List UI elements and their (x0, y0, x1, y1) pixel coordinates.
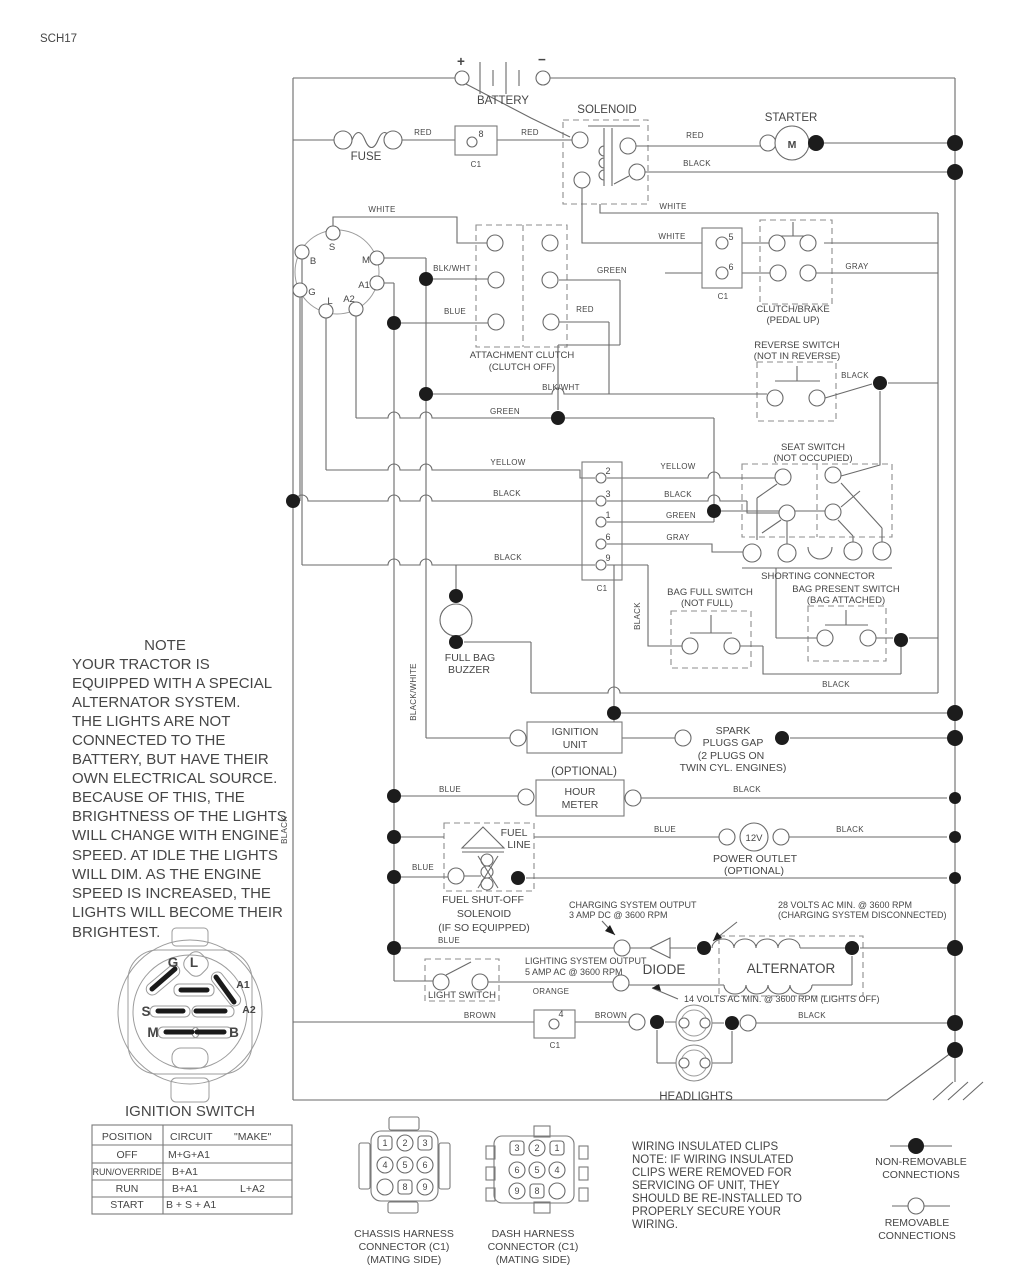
chassis-pin-1: 1 (382, 1138, 388, 1148)
note-line-8: BECAUSE OF THIS, THE (72, 789, 245, 806)
c1-mid-pin6: 6 (605, 532, 611, 542)
table-row-run-circuit: B+A1 (172, 1183, 198, 1195)
wire-label-red-2: RED (521, 128, 539, 137)
hour-meter-1: HOUR (564, 786, 596, 798)
legend-removable-2: CONNECTIONS (878, 1230, 956, 1242)
labels (40, 33, 967, 1266)
legend-non-removable-symbol (908, 1138, 924, 1154)
c1-pin4-number: 4 (558, 1009, 564, 1019)
ignition-unit-1: IGNITION (551, 726, 599, 738)
c1-pin8-name: C1 (470, 160, 482, 169)
wire-label-black-8: BLACK (280, 816, 289, 844)
note-line-1: YOUR TRACTOR IS (72, 656, 210, 673)
wire-label-blue-3: BLUE (653, 825, 677, 834)
table-row-run-make: L+A2 (240, 1183, 265, 1195)
ign-terminal-s: S (328, 242, 336, 253)
battery-plates (480, 62, 519, 94)
wire-label-green-2: GREEN (490, 407, 520, 416)
chassis-pin-2: 2 (402, 1138, 408, 1148)
legend-non-removable-2: CONNECTIONS (882, 1169, 960, 1181)
note-line-4: THE LIGHTS ARE NOT (72, 713, 231, 730)
chassis-pin-6: 6 (422, 1160, 428, 1170)
shorting-connector-label: SHORTING CONNECTOR (761, 571, 875, 582)
legend-removable-symbol (908, 1198, 924, 1214)
fuse-label: FUSE (350, 151, 382, 163)
clips-note-5: SHOULD BE RE-INSTALLED TO (632, 1193, 802, 1205)
headlights-label: HEADLIGHTS (659, 1091, 733, 1103)
table-row-start-circuit: B + S + A1 (166, 1199, 217, 1211)
ign-terminal-b: B (309, 256, 317, 267)
chassis-label-2: CONNECTOR (C1) (358, 1241, 450, 1253)
c1-pin4-name: C1 (549, 1041, 561, 1050)
reverse-switch-state: (NOT IN REVERSE) (753, 351, 841, 362)
diode-label: DIODE (642, 962, 686, 977)
wire-label-blkwht-1: BLK/WHT (433, 264, 471, 273)
c1-mid-pin2: 2 (605, 466, 611, 476)
wire-label-black-4: BLACK (664, 490, 692, 499)
starter-label: STARTER (764, 112, 818, 124)
charging-note-1: CHARGING SYSTEM OUTPUT (569, 900, 697, 910)
wire-label-black-7: BLACK (822, 680, 850, 689)
c1-mid-name: C1 (596, 584, 608, 593)
alt-note-1: 28 VOLTS AC MIN. @ 3600 RPM (778, 900, 913, 910)
wiring-lines (293, 62, 983, 1206)
lighting-note-2: 5 AMP AC @ 3600 RPM (525, 967, 623, 977)
clips-note-6: PROPERLY SECURE YOUR (632, 1206, 781, 1218)
wire-label-yellow-2: YELLOW (660, 462, 696, 471)
chassis-pin-3: 3 (422, 1138, 428, 1148)
c1-pin5-number: 5 (728, 232, 734, 242)
wire-label-black-1: BLACK (683, 159, 711, 168)
power-outlet-1: POWER OUTLET (712, 853, 798, 865)
c1-mid-pin9: 9 (605, 553, 611, 563)
wire-label-brown-1: BROWN (463, 1011, 497, 1020)
chassis-label-1: CHASSIS HARNESS (354, 1228, 454, 1240)
ign-terminal-a2: A2 (343, 294, 355, 305)
alternator-label: ALTERNATOR (746, 961, 836, 976)
note-line-6: BATTERY, BUT HAVE THEIR (72, 751, 269, 768)
fuel-1: FUEL (500, 827, 528, 839)
fuel-cap-3: (IF SO EQUIPPED) (438, 922, 530, 934)
c1-pin8-number: 8 (478, 129, 484, 139)
table-header-position: POSITION (101, 1131, 153, 1143)
clips-note-2: NOTE: IF WIRING INSULATED (632, 1154, 794, 1166)
wire-label-green-1: GREEN (597, 266, 627, 275)
lights-off-note: 14 VOLTS AC MIN. @ 3600 RPM (LIGHTS OFF) (684, 994, 880, 1004)
hour-meter-2: METER (561, 799, 599, 811)
battery-label: BATTERY (477, 95, 529, 107)
table-row-run: RUN (115, 1183, 139, 1195)
clutch-brake-box (760, 220, 832, 304)
wire-label-orange: ORANGE (532, 987, 570, 996)
dash-pin-5: 5 (534, 1165, 540, 1175)
wire-label-black-10: BLACK (836, 825, 864, 834)
wire-label-white-1: WHITE (368, 205, 396, 214)
note-line-15: BRIGHTEST. (72, 924, 161, 941)
hour-meter-optional: (OPTIONAL) (551, 766, 617, 778)
wire-label-black-6: BLACK (633, 602, 642, 630)
rosette-a1: A1 (236, 979, 250, 991)
dash-label-1: DASH HARNESS (491, 1228, 575, 1240)
wire-label-brown-2: BROWN (594, 1011, 628, 1020)
battery-plus: + (457, 54, 465, 69)
rosette-m: M (147, 1025, 159, 1040)
clips-note-7: WIRING. (632, 1219, 678, 1231)
wire-label-red-4: RED (576, 305, 594, 314)
note-line-3: ALTERNATOR SYSTEM. (72, 694, 241, 711)
attachment-clutch-state: (CLUTCH OFF) (488, 362, 556, 373)
bag-full-label: BAG FULL SWITCH (667, 587, 753, 598)
dash-label-2: CONNECTOR (C1) (487, 1241, 579, 1253)
table-row-start: START (110, 1199, 144, 1211)
table-row-runoverride: RUN/OVERRIDE (92, 1167, 162, 1177)
legend-non-removable-1: NON-REMOVABLE (875, 1156, 967, 1168)
chassis-label-3: (MATING SIDE) (366, 1254, 442, 1266)
chassis-pin-8: 8 (402, 1182, 408, 1192)
ignition-switch-caption: IGNITION SWITCH (125, 1103, 255, 1120)
table-row-runoverride-circuit: B+A1 (172, 1166, 198, 1178)
wire-label-blue-4: BLUE (411, 863, 435, 872)
table-header-make: "MAKE" (234, 1131, 272, 1143)
power-outlet-2: (OPTIONAL) (723, 865, 785, 877)
wire-label-yellow-1: YELLOW (490, 458, 526, 467)
wire-label-blue-2: BLUE (438, 785, 462, 794)
note-line-13: SPEED IS INCREASED, THE (72, 885, 271, 902)
wire-label-gray-1: GRAY (845, 262, 869, 271)
attachment-clutch-label: ATTACHMENT CLUTCH (469, 350, 575, 361)
wire-label-blkwht-2: BLK/WHT (542, 383, 580, 392)
wire-label-black-9: BLACK (733, 785, 761, 794)
dash-pin-2: 2 (534, 1143, 540, 1153)
alt-note-2: (CHARGING SYSTEM DISCONNECTED) (778, 910, 947, 920)
buzzer-label-2: BUZZER (448, 664, 490, 676)
rosette-l: L (189, 955, 199, 970)
bag-full-state: (NOT FULL) (680, 598, 734, 609)
note-line-14: LIGHTS WILL BECOME THEIR (72, 904, 283, 921)
note-line-12: WILL DIM. AS THE ENGINE (72, 866, 262, 883)
alternator-coil-top (712, 939, 947, 948)
clutch-brake-label: CLUTCH/BRAKE (756, 304, 830, 315)
c1-mid-pin1: 1 (605, 510, 611, 520)
dash-pin-8: 8 (534, 1186, 540, 1196)
buzzer-label-1: FULL BAG (444, 652, 496, 664)
chassis-pin-5: 5 (402, 1160, 408, 1170)
fuel-cap-1: FUEL SHUT-OFF (442, 894, 524, 906)
clutch-brake-plunger (777, 222, 809, 236)
bag-present-label: BAG PRESENT SWITCH (792, 584, 900, 595)
battery-minus: − (538, 52, 546, 67)
rosette-a2: A2 (242, 1004, 256, 1016)
note-line-7: OWN ELECTRICAL SOURCE. (72, 770, 278, 787)
wire-label-white-2: WHITE (659, 202, 687, 211)
wire-label-green-3: GREEN (666, 511, 696, 520)
wire-label-black-white: BLACK/WHITE (409, 663, 418, 721)
rosette-b: B (229, 1025, 239, 1040)
spark-1: SPARK (715, 725, 751, 737)
sheet-id: SCH17 (40, 33, 78, 45)
wire-label-red-1: RED (414, 128, 432, 137)
fuel-2: LINE (507, 839, 531, 851)
ign-terminal-l: L (327, 296, 333, 307)
c1-pin5-6-name: C1 (717, 292, 729, 301)
note-title: NOTE (144, 637, 186, 654)
starter-motor-glyph: M (787, 139, 797, 151)
clips-note-3: CLIPS WERE REMOVED FOR (632, 1167, 792, 1179)
clips-note-4: SERVICING OF UNIT, THEY (632, 1180, 780, 1192)
bag-present-state: (BAG ATTACHED) (806, 595, 886, 606)
charging-note-2: 3 AMP DC @ 3600 RPM (569, 910, 668, 920)
rosette-g: G (167, 955, 179, 970)
wire-label-black-11: BLACK (798, 1011, 826, 1020)
ign-terminal-a1: A1 (358, 280, 370, 291)
ignition-unit-2: UNIT (562, 739, 588, 751)
note-line-2: EQUIPPED WITH A SPECIAL (72, 675, 273, 692)
wire-label-black-5: BLACK (494, 553, 522, 562)
wire-label-blue-5: BLUE (437, 936, 461, 945)
c1-pin6-number: 6 (728, 262, 734, 272)
clips-note-1: WIRING INSULATED CLIPS (632, 1141, 779, 1153)
ign-terminal-m: M (362, 255, 370, 266)
wire-label-gray-2: GRAY (666, 533, 690, 542)
note-line-10: WILL CHANGE WITH ENGINE (72, 827, 279, 844)
solenoid-label: SOLENOID (577, 104, 637, 116)
c1-mid-pin3: 3 (605, 489, 611, 499)
dash-pin-6: 6 (514, 1165, 520, 1175)
ground-symbol (933, 1082, 983, 1100)
dash-label-3: (MATING SIDE) (495, 1254, 571, 1266)
table-row-off-circuit: M+G+A1 (168, 1149, 211, 1161)
reverse-switch-label: REVERSE SWITCH (754, 340, 840, 351)
dash-pin-1: 1 (554, 1143, 560, 1153)
lighting-note-1: LIGHTING SYSTEM OUTPUT (525, 956, 647, 966)
seat-switch-label: SEAT SWITCH (780, 442, 846, 453)
dash-pin-9: 9 (514, 1186, 520, 1196)
note-line-11: SPEED. AT IDLE THE LIGHTS (72, 847, 278, 864)
power-outlet-value: 12V (745, 833, 763, 844)
fuel-cap-2: SOLENOID (456, 908, 512, 920)
note-line-5: CONNECTED TO THE (72, 732, 226, 749)
dash-pin-3: 3 (514, 1143, 520, 1153)
table-header-circuit: CIRCUIT (170, 1131, 213, 1143)
chassis-pin-4: 4 (382, 1160, 388, 1170)
wire-label-blue-1: BLUE (443, 307, 467, 316)
spark-3: (2 PLUGS ON (697, 750, 765, 762)
light-switch-label: LIGHT SWITCH (428, 990, 496, 1001)
wire-label-red-3: RED (686, 131, 704, 140)
wire-label-white-3: WHITE (658, 232, 686, 241)
rosette-s: S (141, 1004, 151, 1019)
ign-terminal-g: G (308, 287, 316, 298)
chassis-pin-9: 9 (422, 1182, 428, 1192)
legend-removable-1: REMOVABLE (884, 1217, 950, 1229)
dash-pin-4: 4 (554, 1165, 560, 1175)
seat-switch-state: (NOT OCCUPIED) (773, 453, 853, 464)
wire-label-black-2: BLACK (841, 371, 869, 380)
spark-2: PLUGS GAP (702, 737, 764, 749)
note-line-9: BRIGHTNESS OF THE LIGHTS (72, 808, 287, 825)
wire-label-black-3: BLACK (493, 489, 521, 498)
clutch-brake-state: (PEDAL UP) (766, 315, 820, 326)
spark-4: TWIN CYL. ENGINES) (679, 762, 787, 774)
table-row-off: OFF (116, 1149, 138, 1161)
